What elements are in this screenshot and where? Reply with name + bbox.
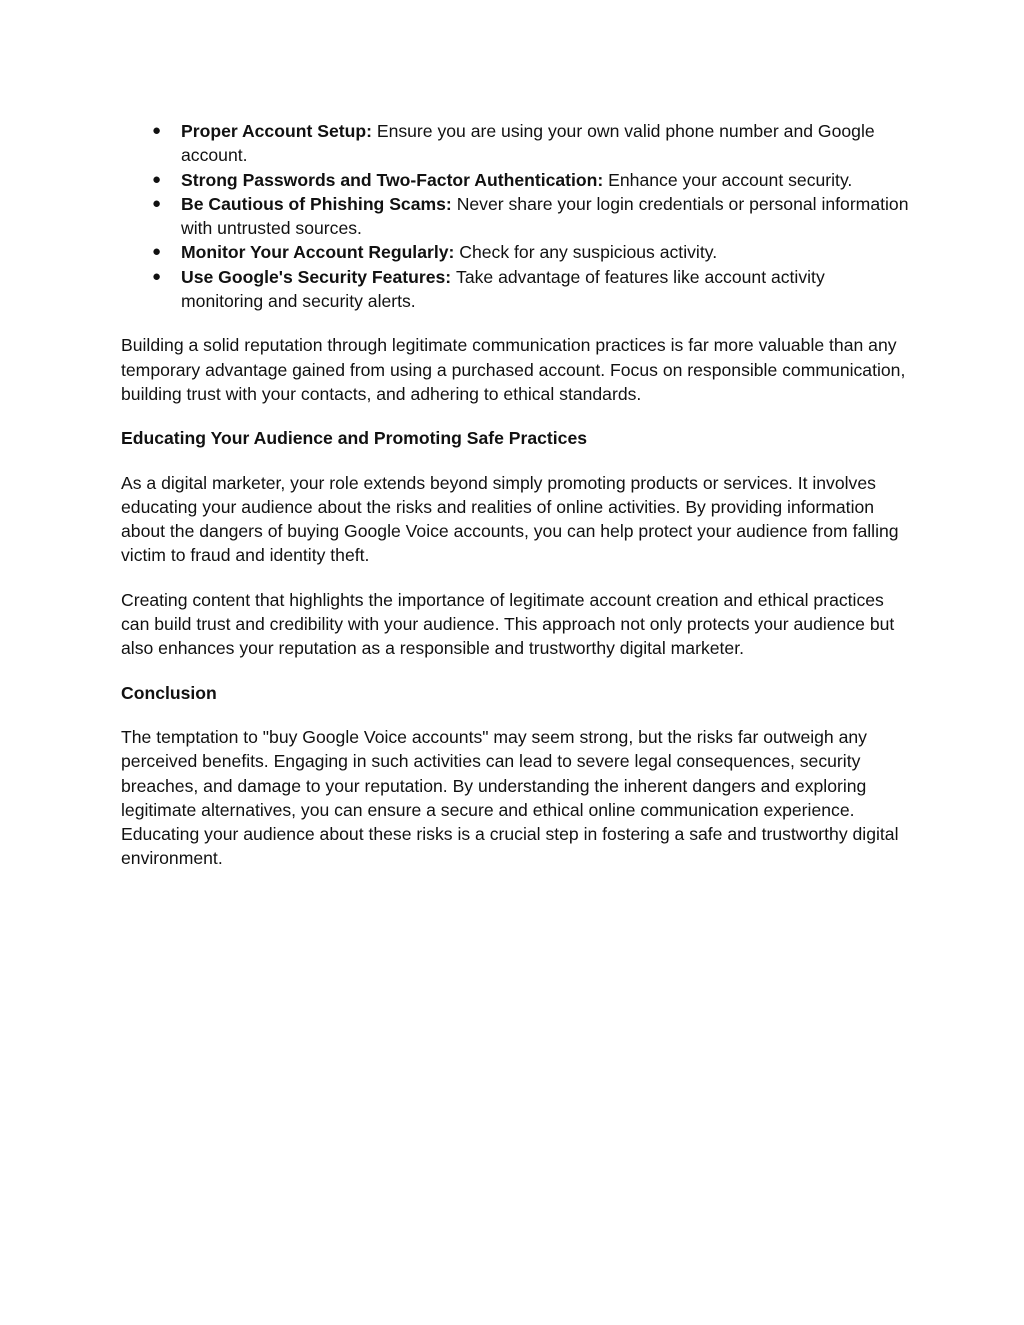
reputation-paragraph: Building a solid reputation through legitimate communication practices is far more valuable than any temporary advantage gained from using a purchased account. Focus on responsible communication, building trust with your contacts, and adhering to ethical standards.	[121, 335, 906, 404]
list-item-title: Be Cautious of Phishing Scams:	[181, 193, 457, 214]
bullet-icon: ●	[152, 170, 162, 188]
conclusion-heading: Conclusion	[121, 682, 217, 703]
list-item-text: Check for any suspicious activity.	[459, 242, 718, 263]
list-item	[121, 240, 911, 264]
list-item	[121, 192, 911, 241]
bullet-icon: ●	[152, 122, 162, 139]
bullet-icon: ●	[152, 267, 162, 285]
list-item-text: Enhance your account security.	[608, 169, 853, 190]
list-item	[121, 119, 911, 168]
bullet-icon: ●	[152, 194, 162, 212]
list-item-title: Proper Account Setup:	[181, 121, 377, 141]
list-item	[121, 265, 911, 314]
list-item-title: Monitor Your Account Regularly:	[181, 242, 460, 263]
list-item-text: Never share your login credentials or personal information with untrusted sources.	[181, 193, 909, 239]
bullet-icon: ●	[152, 243, 162, 261]
educating-paragraph-1: As a digital marketer, your role extends beyond simply promoting products or services. It involves educating your audience about the risks and realities of online activities. By providing information about the dangers of buying Google Voice accounts, you can help protect your audience from falling victim to fraud and identity theft.	[121, 472, 899, 566]
list-item-text: Ensure you are using your own valid phone number and Google account.	[181, 121, 875, 166]
list-item	[121, 168, 911, 192]
conclusion-paragraph: The temptation to "buy Google Voice accounts" may seem strong, but the risks far outweigh any perceived benefits. Engaging in such activities can lead to severe legal consequences, security breaches, and damage to your reputation. By understanding the inherent dangers and exploring legitimate alternatives, you can ensure a secure and ethical online communication experience. Educating your audience about these risks is a crucial step in fostering a safe and trustworthy digital environment.	[121, 726, 899, 869]
list-item-text: Take advantage of features like account activity monitoring and security alerts.	[181, 266, 825, 312]
list-item-title: Strong Passwords and Two-Factor Authentication:	[181, 169, 609, 190]
list-item-title: Use Google's Security Features:	[181, 266, 457, 287]
educating-paragraph-2: Creating content that highlights the importance of legitimate account creation and ethical practices can build trust and credibility with your audience. This approach not only protects your audience but also enhances your reputation as a responsible and trustworthy digital marketer.	[121, 589, 895, 659]
security-tips-list	[121, 119, 911, 313]
educating-heading: Educating Your Audience and Promoting Safe Practices	[121, 428, 588, 449]
document-body	[121, 119, 911, 871]
